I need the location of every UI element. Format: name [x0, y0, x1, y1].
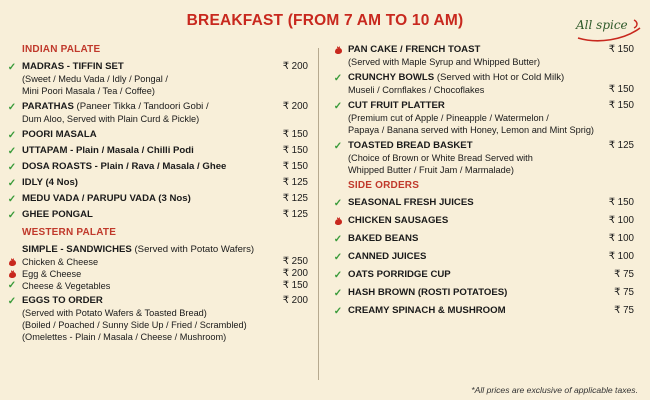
item-title: CHICKEN SAUSAGES: [348, 215, 449, 226]
menu-item: [332, 305, 634, 317]
item-description: Dum Aloo, Served with Plain Curd & Pickle): [22, 114, 200, 124]
item-name: [22, 177, 308, 189]
section-header-indian: INDIAN PALATE: [22, 44, 101, 55]
menu-item: [332, 44, 634, 68]
item-title: BAKED BEANS: [348, 233, 419, 244]
menu-item: [332, 269, 634, 281]
section-header-side: SIDE ORDERS: [348, 180, 420, 191]
menu-item: [6, 61, 308, 97]
item-price: ₹ 100: [608, 251, 634, 262]
sandwiches-group: [6, 244, 308, 256]
veg-check-icon: ✓: [7, 129, 17, 141]
item-name: [348, 140, 634, 152]
item-price: ₹ 75: [614, 287, 634, 298]
item-name: [22, 129, 308, 141]
item-description: Mini Poori Masala / Tea / Coffee): [22, 86, 155, 96]
item-name: [348, 251, 634, 263]
veg-check-icon: ✓: [7, 209, 17, 221]
menu-item: [332, 197, 634, 209]
item-title: EGGS TO ORDER: [22, 295, 103, 306]
menu-item: [6, 193, 308, 205]
item-name: [348, 44, 634, 56]
item-name: [22, 209, 308, 221]
item-title: OATS PORRIDGE CUP: [348, 269, 451, 280]
item-price: ₹ 150: [608, 197, 634, 208]
item-title: POORI MASALA: [22, 129, 97, 140]
menu-item: [6, 177, 308, 189]
item-description: (Choice of Brown or White Bread Served with: [348, 153, 533, 163]
item-title: CUT FRUIT PLATTER: [348, 100, 445, 111]
item-price: ₹ 100: [608, 233, 634, 244]
item-price: ₹ 150: [282, 129, 308, 140]
menu-item: [332, 233, 634, 245]
sandwich-option: [6, 268, 308, 280]
veg-check-icon: ✓: [333, 305, 343, 317]
veg-check-icon: ✓: [333, 251, 343, 263]
menu-item: [6, 129, 308, 141]
item-price: ₹ 150: [608, 84, 634, 95]
menu-item: [332, 100, 634, 136]
nonveg-chicken-icon: [332, 215, 344, 227]
veg-check-icon: ✓: [333, 269, 343, 281]
menu-item: [332, 140, 634, 176]
item-price: ₹ 75: [614, 305, 634, 316]
menu-item: [332, 251, 634, 263]
veg-check-icon: ✓: [333, 140, 343, 152]
veg-check-icon: ✓: [7, 295, 17, 307]
item-price: ₹ 200: [282, 61, 308, 72]
veg-check-icon: ✓: [7, 145, 17, 157]
veg-check-icon: ✓: [333, 197, 343, 209]
item-title: MEDU VADA / PARUPU VADA (3 Nos): [22, 193, 191, 204]
item-title: GHEE PONGAL: [22, 209, 93, 220]
item-description: (Premium cut of Apple / Pineapple / Watermelon /: [348, 113, 549, 123]
item-title: CRUNCHY BOWLS: [348, 72, 435, 83]
nonveg-chicken-icon: [6, 256, 18, 268]
item-price: ₹ 150: [282, 161, 308, 172]
item-price: ₹ 200: [282, 295, 308, 306]
item-price: ₹ 150: [608, 100, 634, 111]
sandwich-price: ₹ 200: [282, 268, 308, 279]
menu-title: BREAKFAST (FROM 7 AM TO 10 AM): [186, 12, 464, 29]
item-name: [348, 100, 634, 112]
item-name: [348, 197, 634, 209]
item-price: ₹ 125: [282, 193, 308, 204]
item-name: [348, 215, 634, 227]
item-title: UTTAPAM - Plain / Masala / Chilli Podi: [22, 145, 194, 156]
menu-item: [332, 72, 634, 96]
item-description: Papaya / Banana served with Honey, Lemon and Mint Sprig): [348, 125, 594, 135]
nonveg-chicken-icon: [332, 44, 344, 56]
item-title-note: (Served with Hot or Cold Milk): [434, 72, 565, 83]
item-price: ₹ 125: [608, 140, 634, 151]
sandwich-price: ₹ 150: [282, 280, 308, 291]
sandwich-label: Cheese & Vegetables: [22, 281, 111, 291]
item-title: CANNED JUICES: [348, 251, 427, 262]
item-name: [22, 161, 308, 173]
menu-item: [332, 287, 634, 299]
item-name: [348, 305, 634, 317]
section-header-western: WESTERN PALATE: [22, 227, 117, 238]
menu-item: [6, 145, 308, 157]
item-name: [22, 193, 308, 205]
left-column: [6, 44, 308, 347]
item-description: (Served with Maple Syrup and Whipped Butter): [348, 57, 541, 67]
item-description: Whipped Butter / Fruit Jam / Marmalade): [348, 165, 514, 175]
logo-text: All spice: [576, 18, 628, 32]
item-title: PARATHAS: [22, 101, 74, 112]
item-name: [22, 145, 308, 157]
veg-check-icon: ✓: [333, 233, 343, 245]
item-title: SIMPLE - SANDWICHES: [22, 244, 132, 255]
menu-item: [332, 215, 634, 227]
item-name: [348, 233, 634, 245]
item-name: [348, 72, 634, 84]
item-price: ₹ 100: [608, 215, 634, 226]
item-title: MADRAS - TIFFIN SET: [22, 61, 124, 72]
sandwich-label: Chicken & Cheese: [22, 257, 99, 267]
veg-check-icon: ✓: [7, 101, 17, 113]
sandwich-price: ₹ 250: [282, 256, 308, 267]
menu-item: [6, 101, 308, 125]
item-name: [22, 101, 308, 113]
logo: [572, 14, 644, 44]
veg-check-icon: ✓: [333, 100, 343, 112]
item-title-note: (Paneer Tikka / Tandoori Gobi /: [73, 101, 209, 112]
veg-check-icon: ✓: [7, 61, 17, 73]
item-name: [348, 287, 634, 299]
veg-check-icon: ✓: [7, 177, 17, 189]
menu-item: [6, 161, 308, 173]
sandwich-label: Egg & Cheese: [22, 269, 82, 279]
item-title: SEASONAL FRESH JUICES: [348, 197, 474, 208]
item-name: [22, 61, 308, 73]
item-name: [22, 295, 308, 307]
item-price: ₹ 150: [608, 44, 634, 55]
item-title-note: (Served with Potato Wafers): [131, 244, 255, 255]
item-price: ₹ 200: [282, 101, 308, 112]
item-title: DOSA ROASTS - Plain / Rava / Masala / Ghee: [22, 161, 227, 172]
item-name: [22, 244, 308, 256]
veg-check-icon: ✓: [7, 193, 17, 205]
item-description: Museli / Cornflakes / Chocoflakes: [348, 85, 485, 95]
nonveg-chicken-icon: [6, 268, 18, 280]
item-title: PAN CAKE / FRENCH TOAST: [348, 44, 481, 55]
veg-check-icon: ✓: [333, 287, 343, 299]
item-description: (Omelettes - Plain / Masala / Cheese / Mushroom): [22, 332, 227, 342]
item-description: (Served with Potato Wafers & Toasted Bread): [22, 308, 207, 318]
tax-footnote: *All prices are exclusive of applicable taxes.: [471, 385, 638, 395]
sandwich-option: [6, 256, 308, 268]
menu-item: [6, 209, 308, 221]
right-column: [332, 44, 634, 323]
item-price: ₹ 150: [282, 145, 308, 156]
sandwich-option: [6, 280, 308, 292]
item-title: TOASTED BREAD BASKET: [348, 140, 473, 151]
item-title: HASH BROWN (ROSTI POTATOES): [348, 287, 508, 298]
item-description: (Boiled / Poached / Sunny Side Up / Fried / Scrambled): [22, 320, 247, 330]
veg-check-icon: ✓: [333, 72, 343, 84]
item-price: ₹ 125: [282, 177, 308, 188]
item-title: IDLY (4 Nos): [22, 177, 78, 188]
item-title: CREAMY SPINACH & MUSHROOM: [348, 305, 506, 316]
column-divider: [318, 48, 319, 380]
item-name: [348, 269, 634, 281]
item-price: ₹ 75: [614, 269, 634, 280]
item-description: (Sweet / Medu Vada / Idly / Pongal /: [22, 74, 168, 84]
veg-check-icon: ✓: [7, 280, 17, 291]
item-price: ₹ 125: [282, 209, 308, 220]
veg-check-icon: ✓: [7, 161, 17, 173]
menu-item: [6, 295, 308, 343]
